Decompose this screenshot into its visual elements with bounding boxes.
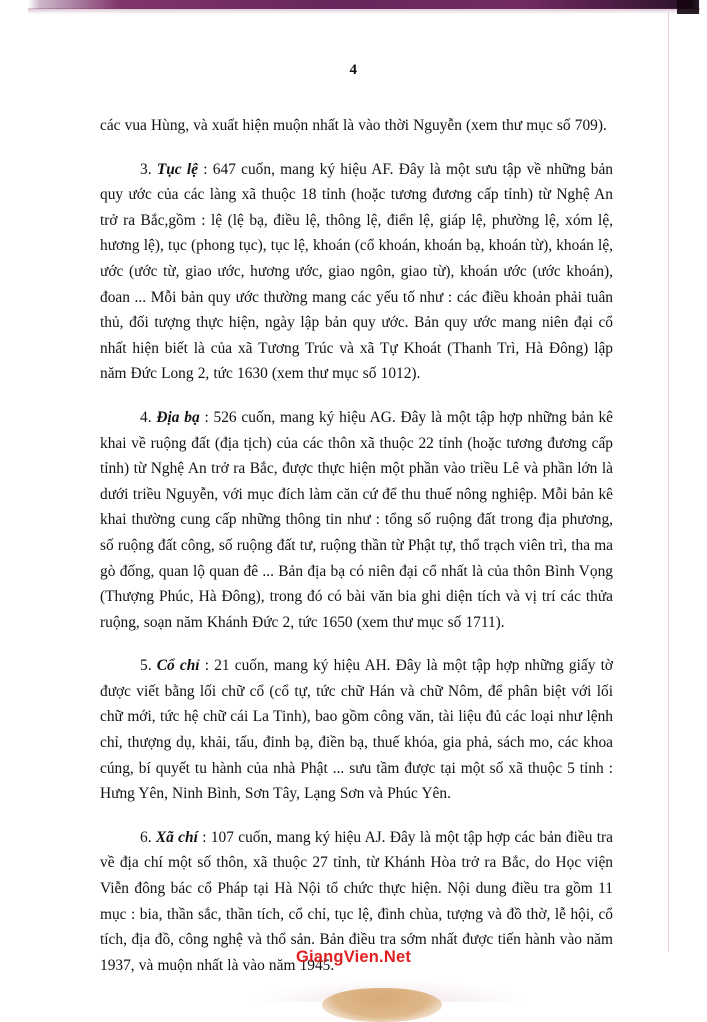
- entry-3-text: 647 cuốn, mang ký hiệu AF. Đây là một sưu tập về những bản quy ước của các làng xã thuộc 18 tỉnh (hoặc tương đương cấp tỉnh) từ Nghệ An trở ra Bắc,gồm : lệ (lệ bạ, điều lệ, thông lệ, điển lệ, giáp lệ, phường lệ, xóm lệ, hương lệ), tục (phong tục), tục lệ, khoán (cổ khoán, khoán bạ, khoán từ), khoán lệ, ước (ước từ, giao ước, hương ước, giao ngôn, giao từ), khoán ước (ước khoán), đoan ... Mỗi bản quy ước thường mang các yếu tố như : các điều khoản phải tuân thủ, đối tượng thực hiện, ngày lập bản quy ước. Bản quy ước mang niên đại cổ nhất hiện biết là của xã Tương Trúc và xã Tự Khoát (Thanh Trì, Hà Đông) lập năm Đức Long 2, tức 1630 (xem thư mục số 1012).: [100, 160, 613, 383]
- entry-4-number: 4.: [140, 408, 152, 426]
- entry-5-separator: :: [199, 657, 215, 675]
- entry-4-separator: :: [199, 408, 214, 426]
- entry-5-number: 5.: [140, 657, 152, 675]
- paragraph-continuation: [100, 113, 613, 139]
- scan-artifact-right-edge-line: [668, 12, 669, 952]
- entry-4-text: 526 cuốn, mang ký hiệu AG. Đây là một tập hợp những bản kê khai về ruộng đất (địa tịch) của các thôn xã thuộc 22 tỉnh (hoặc tương đương cấp tỉnh) từ Nghệ An trở ra Bắc, được thực hiện một phần vào triều Lê và phần lớn là dưới triều Nguyễn, với mục đích làm căn cứ để thu thuế nông nghiệp. Mỗi bản kê khai thường cung cấp những thông tin như : tổng số ruộng đất trong địa phương, số ruộng đất công, số ruộng đất tư, ruộng thần từ Phật tự, thổ trạch viên trì, tha ma gò đống, quan lộ quan đê ... Bản địa bạ có niên đại cổ nhất là của thôn Bình Vọng (Thượng Phúc, Hà Đông), trong đó có bài văn bia ghi diện tích và vị trí các thửa ruộng, soạn năm Khánh Đức 2, tức 1650 (xem thư mục số 1711).: [100, 408, 613, 631]
- scan-artifact-top-right-corner: [677, 0, 699, 14]
- scan-artifact-bottom-blob: [322, 988, 442, 1022]
- entry-3: [100, 157, 613, 387]
- entry-4: [100, 405, 613, 635]
- entry-5-term: Cổ chỉ: [156, 657, 200, 675]
- entry-6-separator: :: [197, 828, 211, 846]
- page-number-value: 4: [349, 62, 358, 78]
- entry-6-text: 107 cuốn, mang ký hiệu AJ. Đây là một tập hợp các bản điều tra về địa chí một số thôn, xã thuộc 27 tỉnh, từ Khánh Hòa trở ra Bắc, do Học viện Viễn đông bác cổ Pháp tại Hà Nội tổ chức thực hiện. Nội dung điều tra gồm 11 mục : bia, thần sắc, thần tích, cổ chỉ, tục lệ, đình chùa, tượng và đồ thờ, lễ hội, cổ tích, địa đồ, công nghệ và thổ sản. Bản điều tra sớm nhất được tiến hành vào năm 1937, và muộn nhất là vào năm 1945.: [100, 828, 613, 974]
- entry-3-number: 3.: [140, 160, 152, 178]
- scan-artifact-top-feather: [28, 8, 700, 14]
- page-body-column: [100, 113, 613, 996]
- entry-4-term: Địa bạ: [156, 408, 200, 426]
- entry-3-separator: :: [197, 160, 213, 178]
- entry-5: [100, 653, 613, 807]
- entry-6-term: Xã chí: [155, 828, 198, 846]
- site-watermark: GiangVien.Net: [295, 948, 412, 966]
- entry-6-number: 6.: [140, 828, 152, 846]
- entry-3-term: Tục lệ: [156, 160, 198, 178]
- paragraph-continuation-text: các vua Hùng, và xuất hiện muộn nhất là vào thời Nguyễn (xem thư mục số 709).: [100, 117, 607, 134]
- page-number: [0, 62, 707, 79]
- entry-5-text: 21 cuốn, mang ký hiệu AH. Đây là một tập hợp những giấy tờ được viết bằng lối chữ cổ (cổ tự, tức chữ Hán và chữ Nôm, để phân biệt với lối chữ mới, tức hệ chữ cái La Tinh), bao gồm công văn, tài liệu đủ các loại như lệnh chỉ, thượng dụ, khải, tấu, đinh bạ, điền bạ, thuế khóa, gia phả, sách mo, các khoa cúng, bí quyết tu hành của nhà Phật ... sưu tầm được tại một số xã thuộc 5 tỉnh : Hưng Yên, Ninh Bình, Sơn Tây, Lạng Sơn và Phúc Yên.: [100, 657, 613, 803]
